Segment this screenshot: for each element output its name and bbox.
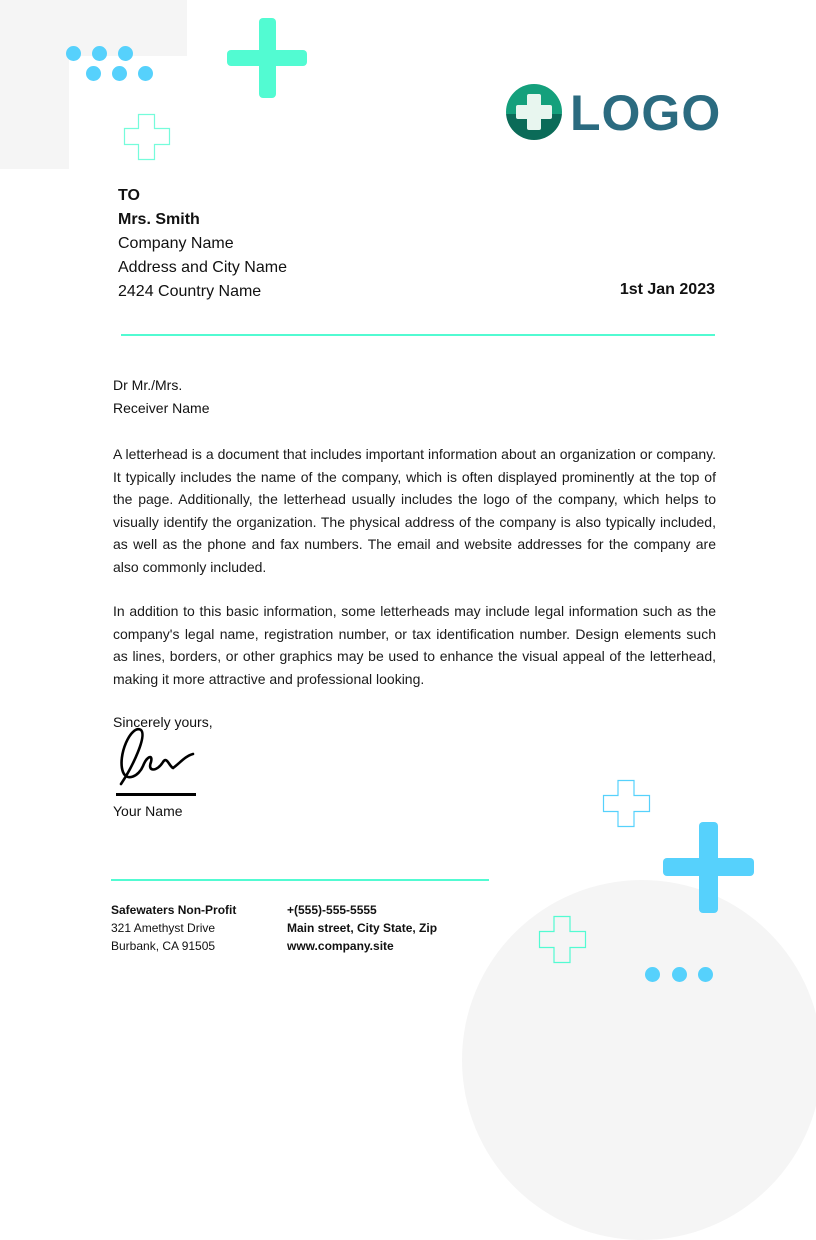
- plus-outline-icon: [538, 915, 587, 964]
- decor-gray-arch: [462, 880, 816, 1240]
- signature: [113, 726, 203, 798]
- recipient-name: Mrs. Smith: [118, 211, 200, 228]
- body-paragraph: A letterhead is a document that includes important information about an organization or company. It typically includes the name of the company, which is often displayed prominently at the top of the page. Additionally, the letterhead usually includes the logo of the company, which helps to visually identify the organization. The physical address of the company is also typically included, as well as the phone and fax numbers. The email and website addresses for the company are also commonly included.: [113, 446, 716, 575]
- letter-date: 1st Jan 2023: [619, 281, 715, 298]
- closing: Sincerely yours,: [113, 714, 213, 730]
- to-label: TO: [118, 187, 140, 204]
- plus-icon: [663, 822, 755, 914]
- logo-text: LOGO: [570, 85, 722, 141]
- recipient-address: Address and City Name: [118, 259, 287, 276]
- plus-outline-icon: [123, 113, 171, 161]
- salutation-line2: Receiver Name: [113, 400, 210, 416]
- footer-phone: +(555)-555-5555: [287, 903, 377, 917]
- footer-street: 321 Amethyst Drive: [111, 921, 216, 935]
- logo-plus-icon: [506, 84, 562, 140]
- footer-divider: [111, 879, 489, 881]
- salutation-line1: Dr Mr./Mrs.: [113, 377, 183, 393]
- signer-name: Your Name: [113, 803, 183, 819]
- decor-gray-block: [0, 0, 69, 169]
- body-paragraph: In addition to this basic information, some letterheads may include legal information such as the company's legal name, registration number, or tax identification number. Design elements such as lines, borders, or other graphics may be used to enhance the visual appeal of the letterhead, making it more attractive and professional looking.: [113, 603, 716, 687]
- plus-icon: [227, 18, 308, 99]
- footer-website: www.company.site: [287, 939, 394, 953]
- recipient-country: 2424 Country Name: [118, 283, 262, 300]
- footer-city: Burbank, CA 91505: [111, 939, 216, 953]
- plus-outline-icon: [602, 779, 651, 828]
- footer-org: Safewaters Non-Profit: [111, 903, 237, 917]
- recipient-company: Company Name: [118, 235, 234, 252]
- footer-address: Main street, City State, Zip: [287, 921, 438, 935]
- divider: [121, 334, 715, 336]
